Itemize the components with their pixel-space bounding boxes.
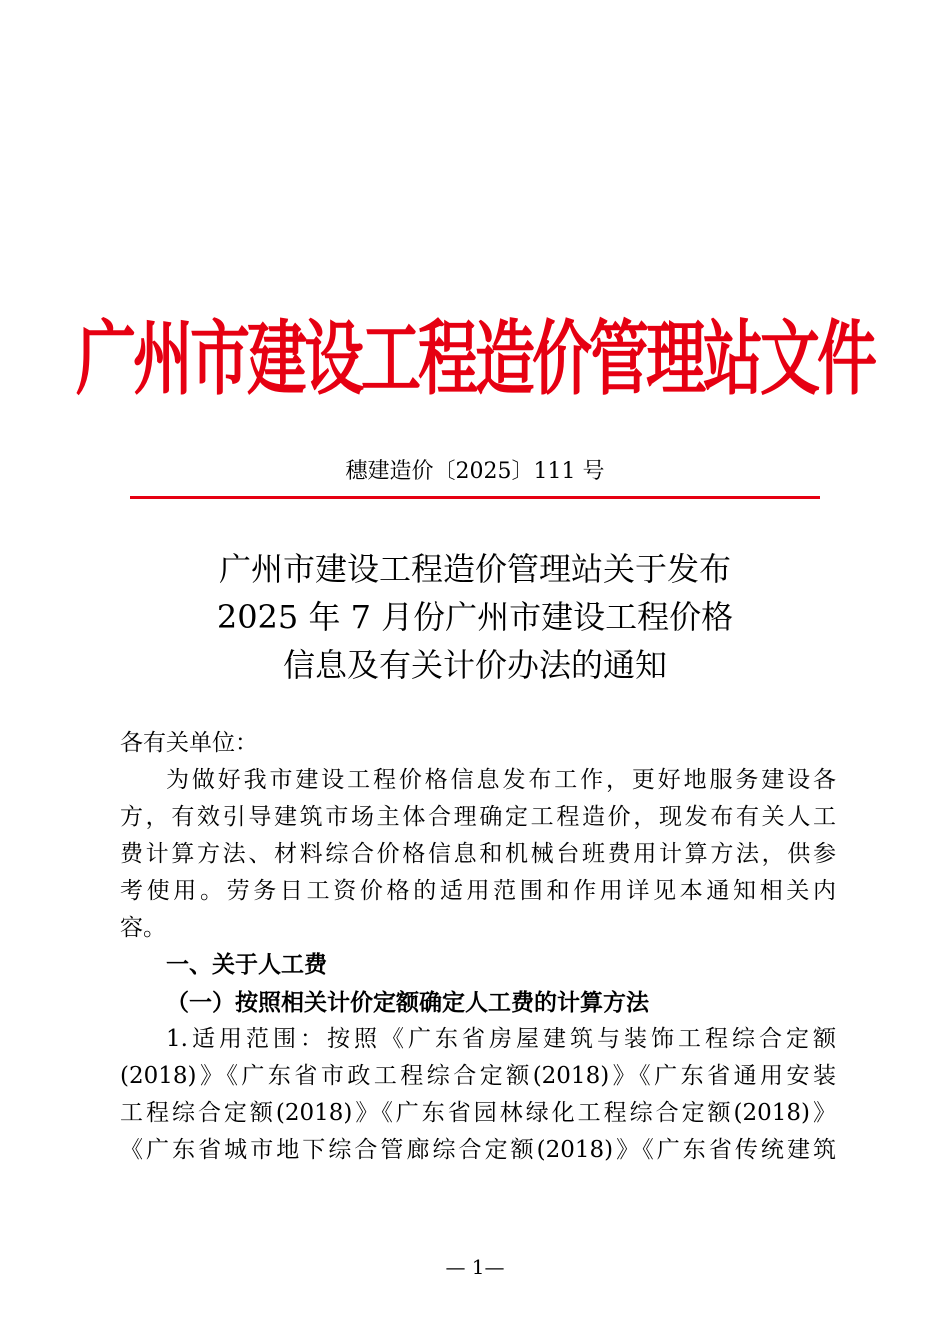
paragraph-1-line: 为做好我市建设工程价格信息发布工作，更好地服务建设各 — [166, 767, 836, 793]
subsection-heading: （一）按照相关计价定额确定人工费的计算方法 — [166, 989, 649, 1016]
paragraph-1-line: 考使用。劳务日工资价格的适用范围和作用详见本通知相关内 — [120, 878, 836, 904]
paragraph-2-line: 《广东省城市地下综合管廊综合定额(2018)》《广东省传统建筑 — [120, 1137, 836, 1163]
salutation: 各有关单位： — [120, 730, 258, 756]
paragraph-2-line: (2018)》《广东省市政工程综合定额(2018)》《广东省通用安装 — [120, 1063, 836, 1089]
paragraph-1-line: 费计算方法、材料综合价格信息和机械台班费用计算方法，供参 — [120, 841, 836, 867]
masthead-title: 广州市建设工程造价管理站文件 — [76, 312, 874, 408]
paragraph-1-line: 方，有效引导建筑市场主体合理确定工程造价，现发布有关人工 — [120, 804, 836, 830]
paragraph-1-line: 容。 — [120, 915, 166, 941]
page-number: — 1— — [445, 1255, 505, 1279]
notice-title — [0, 545, 950, 689]
notice-title-line-3: 信息及有关计价办法的通知 — [282, 646, 667, 684]
paragraph-2-line: 1.适用范围：按照《广东省房屋建筑与装饰工程综合定额 — [166, 1026, 836, 1052]
section-heading: 一、关于人工费 — [166, 952, 327, 978]
document-body — [120, 725, 836, 1169]
paragraph-2-line: 工程综合定额(2018)》《广东省园林绿化工程综合定额(2018)》 — [120, 1100, 836, 1126]
notice-title-line-2: 2025 年 7 月份广州市建设工程价格 — [216, 598, 734, 636]
red-divider-line — [130, 496, 820, 499]
notice-title-line-1: 广州市建设工程造价管理站关于发布 — [218, 550, 731, 588]
document-number: 穗建造价〔2025〕111 号 — [345, 459, 605, 484]
